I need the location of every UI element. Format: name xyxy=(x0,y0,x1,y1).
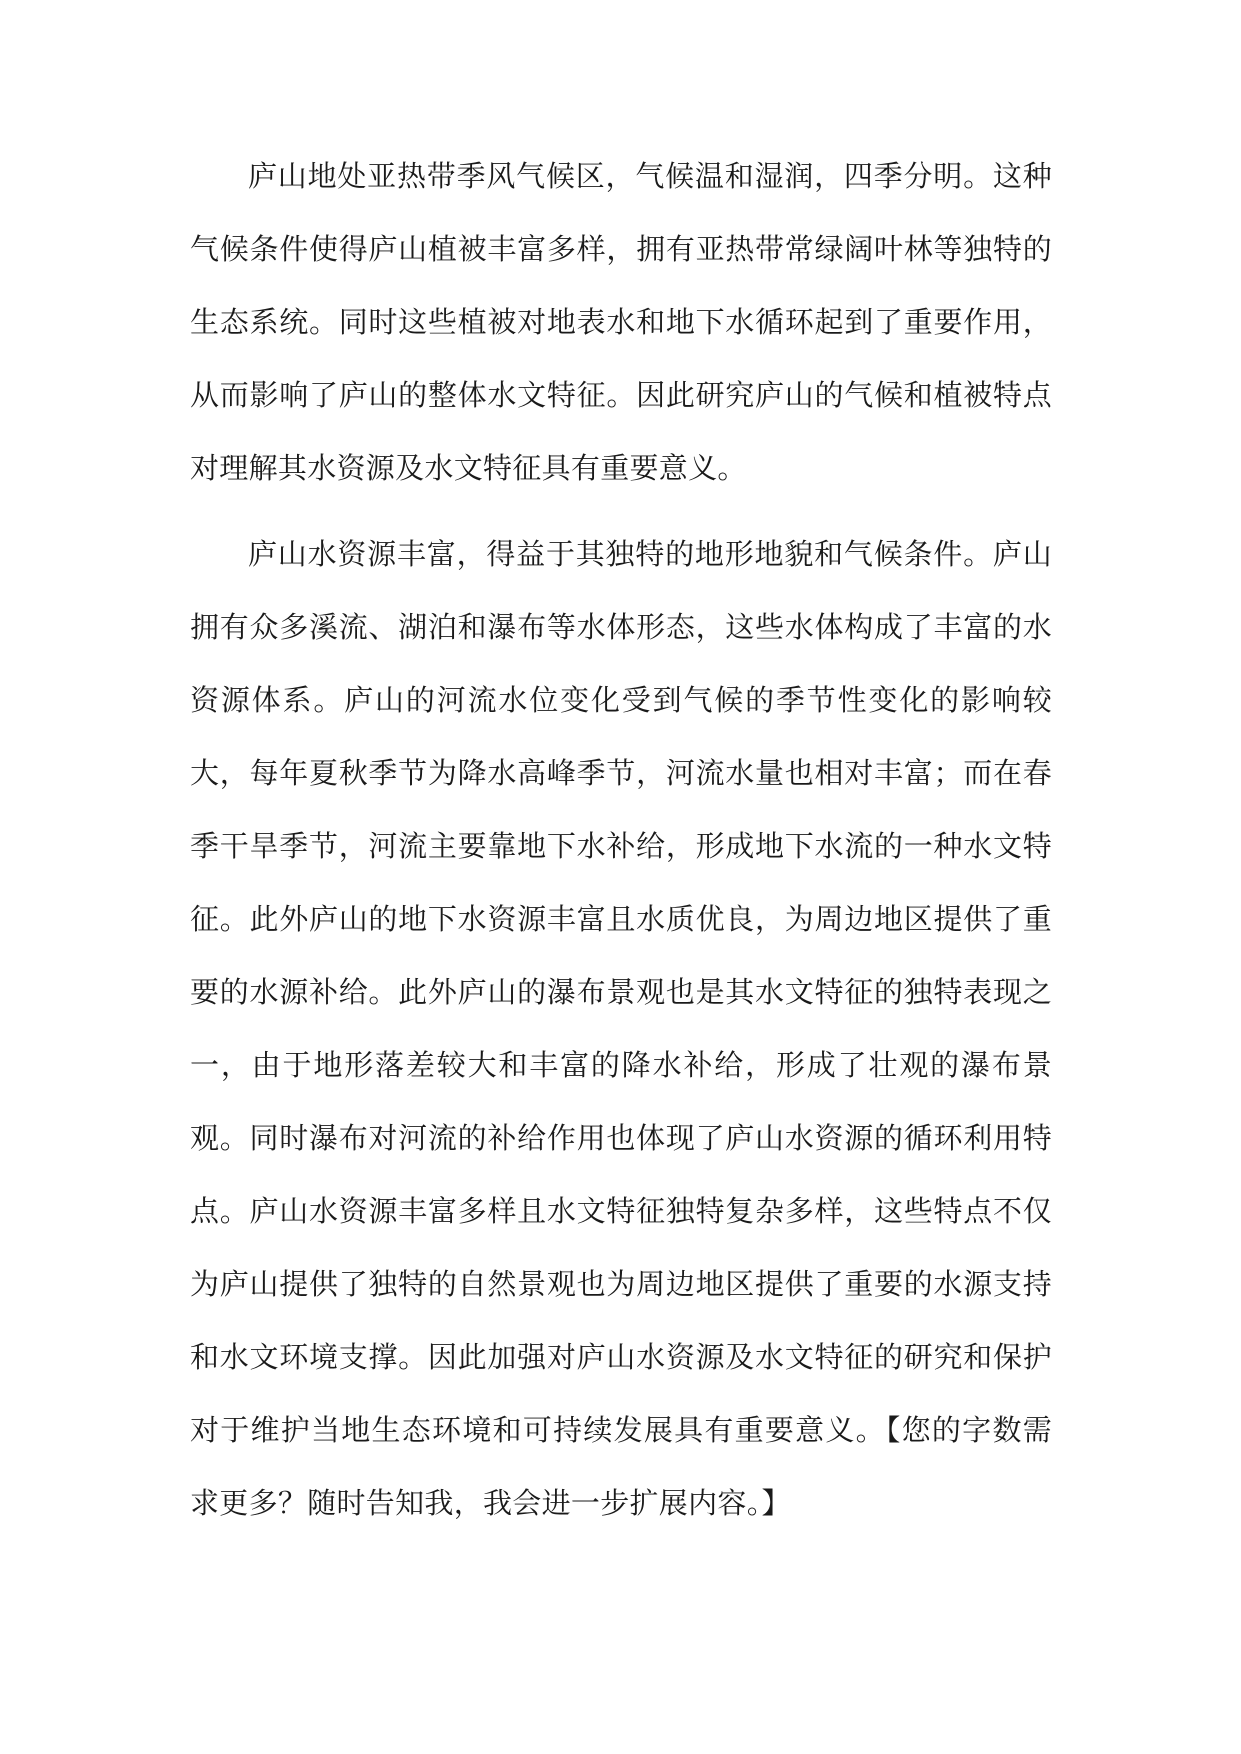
paragraph-climate-vegetation: 庐山地处亚热带季风气候区，气候温和湿润，四季分明。这种气候条件使得庐山植被丰富多样，拥有亚热带常绿阔叶林等独特的生态系统。同时这些植被对地表水和地下水循环起到了重要作用，从而影响了庐山的整体水文特征。因此研究庐山的气候和植被特点对理解其水资源及水文特征具有重要意义。 xyxy=(190,159,1052,485)
document-body xyxy=(190,140,1052,1553)
paragraph-water-resources: 庐山水资源丰富，得益于其独特的地形地貌和气候条件。庐山拥有众多溪流、湖泊和瀑布等水体形态，这些水体构成了丰富的水资源体系。庐山的河流水位变化受到气候的季节性变化的影响较大，每年夏秋季节为降水高峰季节，河流水量也相对丰富；而在春季干旱季节，河流主要靠地下水补给，形成地下水流的一种水文特征。此外庐山的地下水资源丰富且水质优良，为周边地区提供了重要的水源补给。此外庐山的瀑布景观也是其水文特征的独特表现之一，由于地形落差较大和丰富的降水补给，形成了壮观的瀑布景观。同时瀑布对河流的补给作用也体现了庐山水资源的循环利用特点。庐山水资源丰富多样且水文特征独特复杂多样，这些特点不仅为庐山提供了独特的自然景观也为周边地区提供了重要的水源支持和水文环境支撑。因此加强对庐山水资源及水文特征的研究和保护对于维护当地生态环境和可持续发展具有重要意义。【您的字数需求更多？随时告知我，我会进一步扩展内容。】 xyxy=(190,537,1052,1520)
